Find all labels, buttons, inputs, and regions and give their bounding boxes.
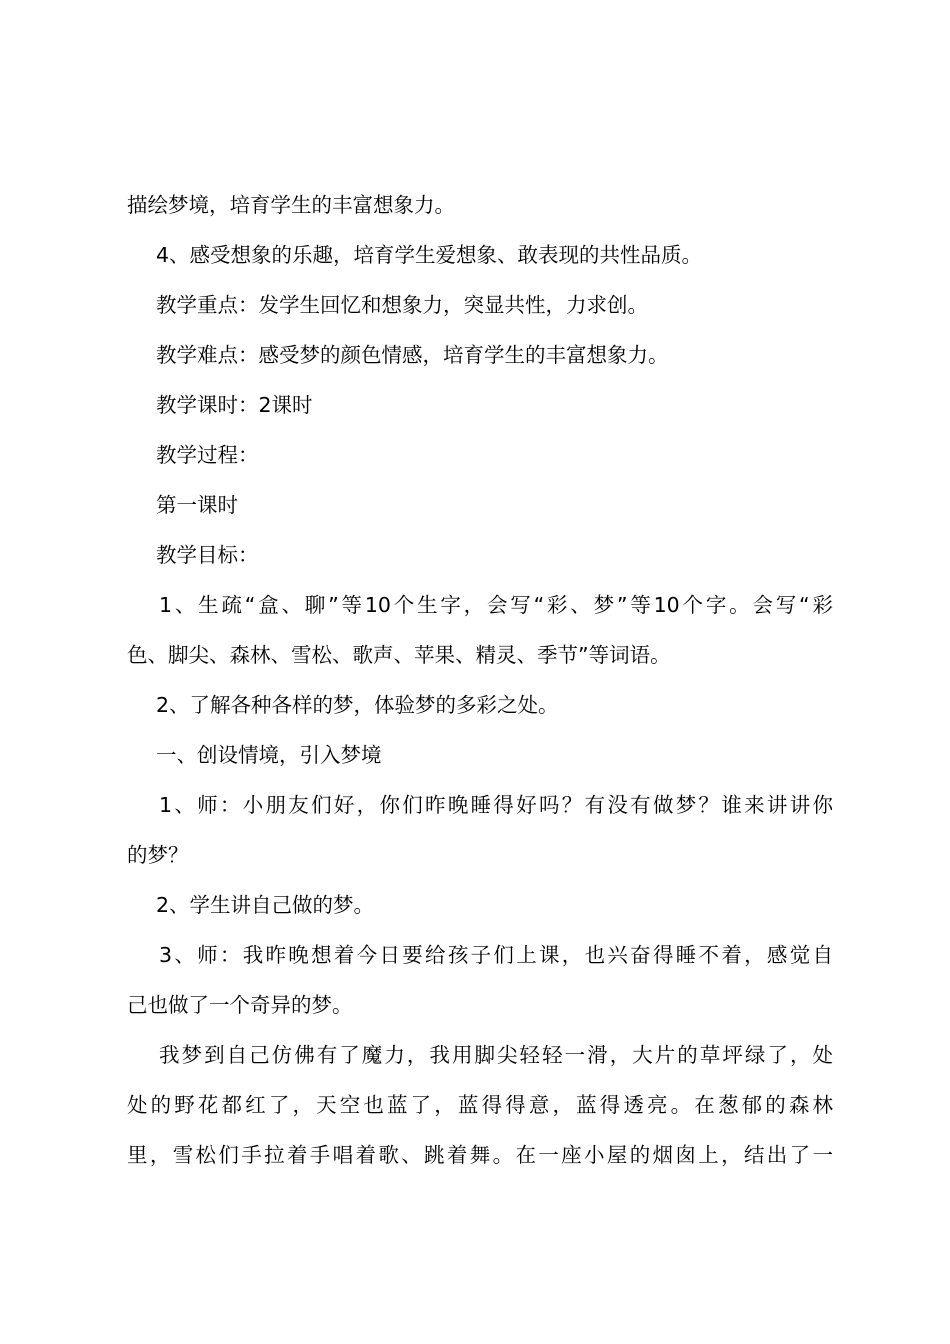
paragraph-line: 1、师：小朋友们好，你们昨晚睡得好吗？有没有做梦？谁来讲讲你	[159, 793, 833, 817]
paragraph-line: 3、师：我昨晚想着今日要给孩子们上课，也兴奋得睡不着，感觉自	[159, 943, 833, 967]
document-body	[127, 180, 833, 1180]
paragraph-line: 我梦到自己仿佛有了魔力，我用脚尖轻轻一滑，大片的草坪绿了，处	[159, 1043, 833, 1067]
paragraph-line: 描绘梦境，培育学生的丰富想象力。	[127, 193, 455, 217]
paragraph-line: 一、创设情境，引入梦境	[156, 743, 382, 767]
paragraph-line: 2、学生讲自己做的梦。	[156, 893, 375, 917]
paragraph-line: 教学目标：	[156, 543, 259, 567]
paragraph-line: 己也做了一个奇异的梦。	[127, 993, 353, 1017]
paragraph-line: 1、生疏“盒、聊”等10个生字，会写“彩、梦”等10个字。会写“彩	[159, 593, 833, 617]
paragraph-line: 4、感受想象的乐趣，培育学生爱想象、敢表现的共性品质。	[156, 243, 703, 267]
paragraph-line: 教学重点：发学生回忆和想象力，突显共性，力求创。	[156, 293, 648, 317]
paragraph-line: 教学过程：	[156, 443, 259, 467]
paragraph-line: 的梦？	[127, 843, 189, 867]
paragraph-line: 色、脚尖、森林、雪松、歌声、苹果、精灵、季节”等词语。	[127, 643, 671, 667]
paragraph-line: 里，雪松们手拉着手唱着歌、跳着舞。在一座小屋的烟囱上，结出了一	[127, 1143, 833, 1167]
paragraph-line: 教学难点：感受梦的颜色情感，培育学生的丰富想象力。	[156, 343, 669, 367]
paragraph-line: 2、了解各种各样的梦，体验梦的多彩之处。	[156, 693, 559, 717]
paragraph-line: 教学课时：2课时	[156, 393, 313, 417]
paragraph-line: 处的野花都红了，天空也蓝了，蓝得得意，蓝得透亮。在葱郁的森林	[127, 1093, 833, 1117]
paragraph-line: 第一课时	[156, 493, 238, 517]
